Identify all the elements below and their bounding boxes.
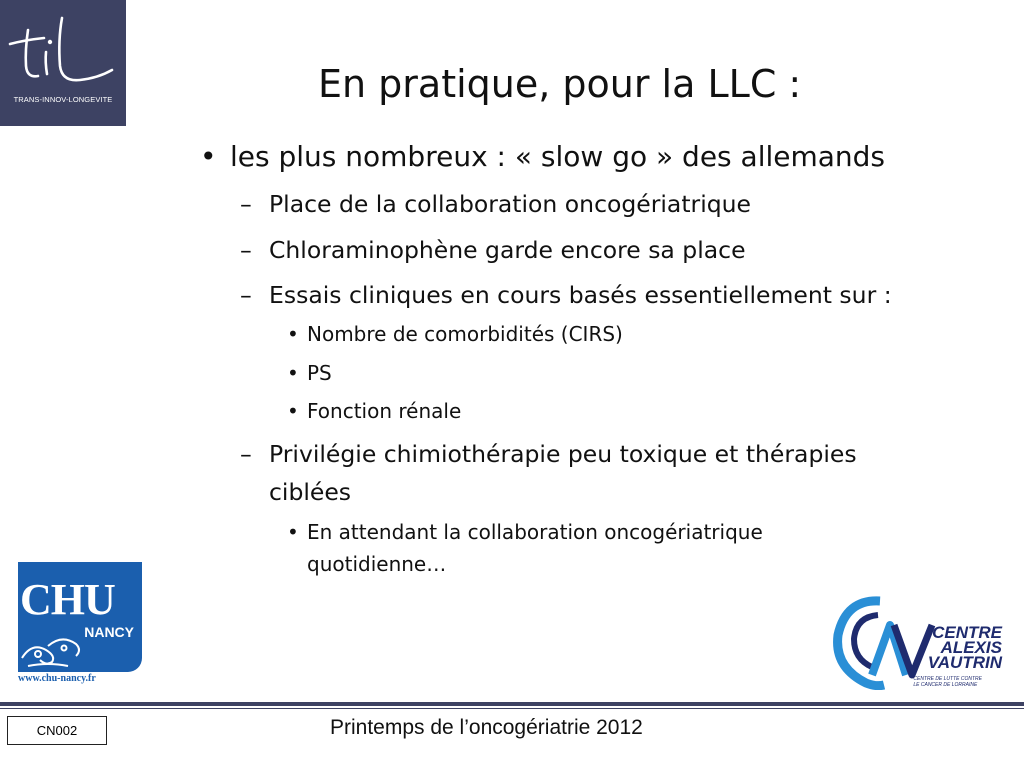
bullet-text: les plus nombreux : « slow go » des allemands — [230, 140, 886, 173]
chu-swirl-ornament — [18, 562, 142, 672]
bullet-text: En attendant la collaboration oncogériatrique — [307, 520, 763, 544]
dash-marker: – — [240, 190, 252, 218]
sub-bullet-marker: • — [287, 361, 299, 385]
bullet-text: Place de la collaboration oncogériatrique — [269, 190, 752, 218]
sub-bullet-marker: • — [287, 322, 299, 346]
bullet-text: Nombre de comorbidités (CIRS) — [307, 322, 623, 346]
cav-sub-2: LE CANCER DE LORRAINE — [913, 682, 978, 688]
slide-code-box: CN002 — [7, 716, 107, 745]
chu-url: www.chu-nancy.fr — [18, 673, 96, 684]
footer-divider-thin — [0, 708, 1024, 709]
cav-name — [928, 625, 1002, 670]
sub-bullet-marker: • — [287, 520, 299, 544]
bullet-text: Fonction rénale — [307, 399, 462, 423]
bullet-text: Essais cliniques en cours basés essentiellement sur : — [269, 281, 892, 309]
bullet-text: PS — [307, 361, 332, 385]
chu-logo-city: NANCY — [84, 624, 134, 640]
bullet-text: Chloraminophène garde encore sa place — [269, 236, 746, 264]
bullet-marker: • — [200, 140, 217, 173]
til-caption: TRANS-INNOV-LONGEVITE — [13, 95, 113, 104]
bullet-text-continuation: ciblées — [269, 478, 352, 506]
dash-marker: – — [240, 440, 252, 468]
til-logo-mark — [0, 0, 126, 100]
chu-logo-text: CHU — [20, 575, 115, 624]
centre-alexis-vautrin-logo — [832, 595, 1012, 690]
cav-subtitle — [913, 676, 982, 688]
dash-marker: – — [240, 236, 252, 264]
chu-logo-box — [18, 562, 142, 672]
chu-nancy-logo — [18, 562, 142, 688]
sub-bullet-marker: • — [287, 399, 299, 423]
til-logo — [0, 0, 126, 126]
footer-text: Printemps de l’oncogériatrie 2012 — [330, 716, 643, 739]
slide-title: En pratique, pour la LLC : — [318, 62, 802, 106]
cav-line-2: ALEXIS — [940, 638, 1002, 657]
cav-sub-1: CENTRE DE LUTTE CONTRE — [913, 676, 982, 682]
dash-marker: – — [240, 281, 252, 309]
bullet-text: Privilégie chimiothérapie peu toxique et thérapies — [269, 440, 857, 468]
bullet-text-continuation: quotidienne… — [307, 552, 447, 576]
cav-line-3: VAUTRIN — [927, 653, 1002, 672]
footer-divider — [0, 702, 1024, 706]
cav-line-1: CENTRE — [932, 623, 1002, 642]
